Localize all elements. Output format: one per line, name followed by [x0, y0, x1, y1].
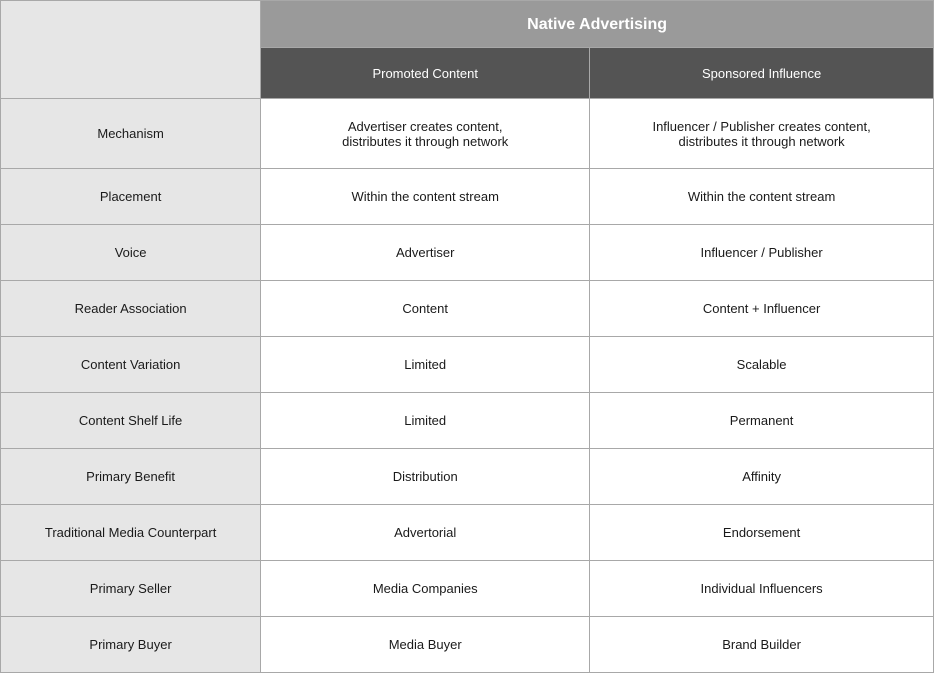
promoted-content-cell: Advertiser — [261, 225, 590, 281]
sponsored-influence-cell: Affinity — [590, 449, 934, 505]
cell-line: Influencer / Publisher creates content, — [652, 118, 871, 134]
row-label: Mechanism — [1, 99, 261, 169]
group-header: Native Advertising — [261, 1, 934, 48]
table-row — [1, 281, 934, 337]
table-row — [1, 617, 934, 673]
sponsored-influence-cell: Individual Influencers — [590, 561, 934, 617]
row-label: Primary Seller — [1, 561, 261, 617]
sponsored-influence-cell: Influencer / Publisher — [590, 225, 934, 281]
sponsored-influence-cell: Scalable — [590, 337, 934, 393]
column-header-sponsored-influence: Sponsored Influence — [590, 48, 934, 99]
sponsored-influence-cell: Brand Builder — [590, 617, 934, 673]
row-label: Reader Association — [1, 281, 261, 337]
table-row — [1, 225, 934, 281]
promoted-content-cell: Distribution — [261, 449, 590, 505]
row-label: Placement — [1, 169, 261, 225]
sponsored-influence-cell: Within the content stream — [590, 169, 934, 225]
row-label: Traditional Media Counterpart — [1, 505, 261, 561]
table-row — [1, 393, 934, 449]
promoted-content-cell: Media Buyer — [261, 617, 590, 673]
promoted-content-cell: Advertorial — [261, 505, 590, 561]
corner-cell — [1, 1, 261, 99]
cell-line: distributes it through network — [342, 133, 509, 149]
row-label: Primary Buyer — [1, 617, 261, 673]
promoted-content-cell: Content — [261, 281, 590, 337]
row-label: Content Shelf Life — [1, 393, 261, 449]
table-row — [1, 169, 934, 225]
table-row — [1, 505, 934, 561]
row-label: Primary Benefit — [1, 449, 261, 505]
row-label: Content Variation — [1, 337, 261, 393]
promoted-content-cell — [261, 99, 590, 169]
table-row — [1, 99, 934, 169]
table-row — [1, 337, 934, 393]
promoted-content-cell: Media Companies — [261, 561, 590, 617]
promoted-content-cell: Limited — [261, 337, 590, 393]
table-row — [1, 561, 934, 617]
sponsored-influence-cell — [590, 99, 934, 169]
promoted-content-cell: Limited — [261, 393, 590, 449]
column-header-promoted-content: Promoted Content — [261, 48, 590, 99]
sponsored-influence-cell: Endorsement — [590, 505, 934, 561]
table-row — [1, 449, 934, 505]
sponsored-influence-cell: Permanent — [590, 393, 934, 449]
cell-line: distributes it through network — [678, 133, 845, 149]
promoted-content-cell: Within the content stream — [261, 169, 590, 225]
sponsored-influence-cell: Content + Influencer — [590, 281, 934, 337]
row-label: Voice — [1, 225, 261, 281]
cell-line: Advertiser creates content, — [347, 118, 503, 134]
